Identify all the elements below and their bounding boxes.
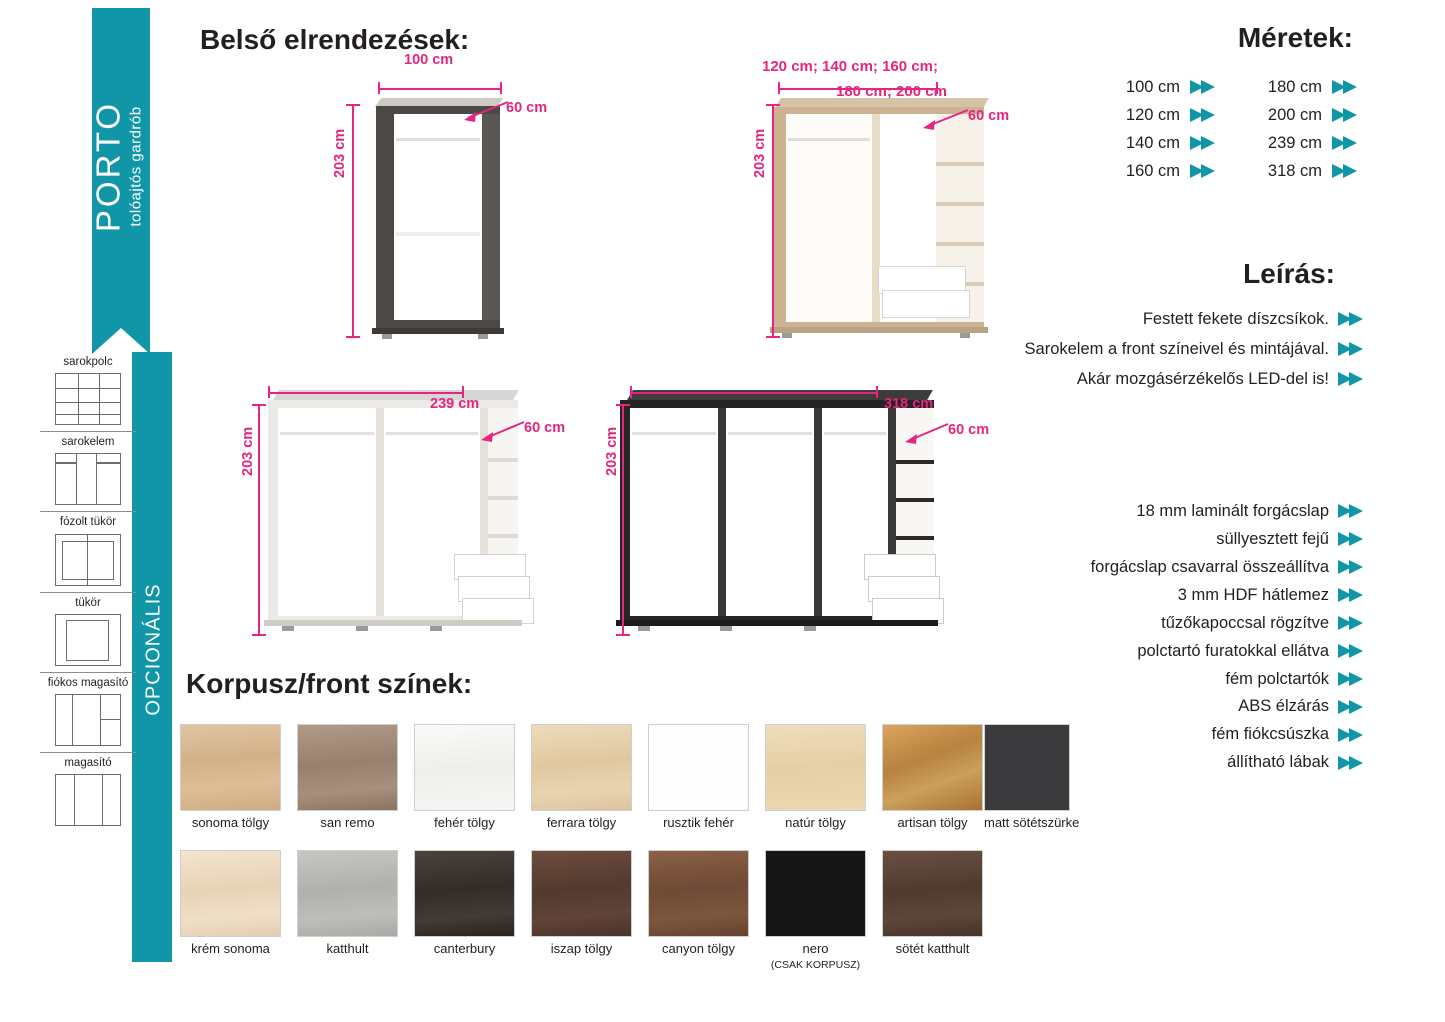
- swatch-label: ferrara tölgy: [546, 815, 617, 830]
- chevron-right-icon: [1338, 560, 1368, 575]
- dim-height-318: 203 cm: [604, 426, 620, 476]
- dim-height-239: 203 cm: [240, 426, 256, 476]
- chevron-right-icon: [1190, 108, 1220, 123]
- color-swatch-artisan-tolgy[interactable]: [882, 724, 983, 831]
- description-bullet: [980, 640, 1368, 664]
- depth-arrow-318: [902, 418, 950, 448]
- color-swatch-krem-sonoma[interactable]: [180, 850, 281, 957]
- size-row[interactable]: [1240, 78, 1362, 97]
- size-row[interactable]: [1240, 134, 1362, 153]
- dim-width-multi-line1: 120 cm; 140 cm; 160 cm;: [762, 58, 938, 75]
- chevron-right-icon: [1338, 504, 1368, 519]
- swatch-label: canterbury: [433, 941, 496, 956]
- optional-item-label: magasító: [64, 757, 112, 770]
- dim-width-100: 100 cm: [404, 52, 454, 68]
- optional-item-magasito[interactable]: [40, 752, 136, 832]
- description-bullets: [980, 500, 1368, 779]
- brand-subtitle: tolóajtós gardrób: [127, 106, 145, 227]
- description-bullet: [980, 751, 1368, 775]
- swatch-label: iszap tölgy: [550, 941, 613, 956]
- chevron-right-icon: [1338, 756, 1368, 771]
- description-item: [980, 308, 1368, 332]
- swatch-chip: [297, 724, 398, 811]
- chevron-right-icon: [1338, 588, 1368, 603]
- swatch-label: katthult: [326, 941, 369, 956]
- swatch-chip: [765, 850, 866, 937]
- description-item: [980, 368, 1368, 392]
- color-swatch-iszap-tolgy[interactable]: [531, 850, 632, 957]
- swatch-label: canyon tölgy: [662, 941, 735, 956]
- optional-item-tukor[interactable]: [40, 592, 136, 672]
- swatch-chip: [882, 850, 983, 937]
- depth-arrow-239: [478, 416, 526, 446]
- color-swatch-canyon-tolgy[interactable]: [648, 850, 749, 957]
- description-bullet: [980, 528, 1368, 552]
- swatch-label: natúr tölgy: [785, 815, 846, 830]
- optional-item-sarokpolc[interactable]: [40, 352, 136, 431]
- color-swatch-natur-tolgy[interactable]: [765, 724, 866, 831]
- topbox-icon: [55, 774, 121, 826]
- corner-shelf-icon: [55, 373, 121, 425]
- swatch-chip: [648, 850, 749, 937]
- description-paragraphs: [980, 308, 1368, 398]
- swatch-label: rusztik fehér: [663, 815, 734, 830]
- bullet-text: forgácslap csavarral összeállítva: [1090, 557, 1329, 576]
- optional-bar-label: OPCIONÁLIS: [142, 583, 165, 716]
- optional-item-sarokelem[interactable]: [40, 431, 136, 511]
- corner-unit-icon: [55, 453, 121, 505]
- description-bullet: [980, 695, 1368, 719]
- chevron-right-icon: [1338, 700, 1368, 715]
- swatch-chip: [882, 724, 983, 811]
- chevron-right-icon: [1338, 372, 1368, 387]
- size-row[interactable]: [1100, 78, 1220, 97]
- color-swatch-katthult[interactable]: [297, 850, 398, 957]
- color-swatch-rusztik-feher[interactable]: [648, 724, 749, 831]
- size-row[interactable]: [1240, 162, 1362, 181]
- bullet-text: 3 mm HDF hátlemez: [1177, 585, 1329, 604]
- swatch-chip: [765, 724, 866, 811]
- optional-item-label: sarokelem: [61, 436, 115, 449]
- chevron-right-icon: [1332, 80, 1362, 95]
- chevron-right-icon: [1338, 672, 1368, 687]
- swatch-label-text: nero: [802, 941, 829, 956]
- description-text: Festett fekete díszcsíkok.: [1142, 310, 1329, 328]
- mirror-icon: [55, 614, 121, 666]
- bullet-text: fém fiókcsúszka: [1211, 725, 1329, 744]
- swatch-label: san remo: [320, 815, 375, 830]
- bullet-text: fém polctartók: [1225, 669, 1329, 688]
- dim-depth-multi: 60 cm: [968, 108, 1010, 124]
- size-label: 318 cm: [1267, 162, 1322, 180]
- swatch-chip: [414, 724, 515, 811]
- optional-item-label: sarokpolc: [63, 356, 113, 368]
- colors-heading: Korpusz/front színek:: [186, 668, 473, 699]
- color-swatch-sotet-katthult[interactable]: [882, 850, 983, 957]
- color-swatch-nero[interactable]: [765, 850, 866, 972]
- wardrobe-figure-100: [338, 92, 558, 342]
- dim-depth-318: 60 cm: [948, 422, 990, 438]
- color-swatch-feher-tolgy[interactable]: [414, 724, 515, 831]
- dim-height-multi: 203 cm: [752, 128, 768, 178]
- dim-width-multi-line2: 180 cm; 200 cm: [836, 83, 947, 100]
- size-label: 180 cm: [1267, 78, 1322, 96]
- swatch-chip: [531, 850, 632, 937]
- sizes-heading: Méretek:: [1237, 22, 1353, 53]
- size-label: 200 cm: [1267, 106, 1322, 124]
- optional-item-fiokos-magasito[interactable]: [40, 672, 136, 752]
- size-label: 239 cm: [1267, 134, 1322, 152]
- chevron-right-icon: [1338, 616, 1368, 631]
- color-swatch-canterbury[interactable]: [414, 850, 515, 957]
- swatch-chip: [648, 724, 749, 811]
- color-swatch-ferrara-tolgy[interactable]: [531, 724, 632, 831]
- dim-height-100: 203 cm: [332, 128, 348, 178]
- dim-depth-100: 60 cm: [506, 100, 548, 116]
- dim-width-239: 239 cm: [430, 396, 480, 412]
- depth-arrow-multi: [920, 104, 970, 134]
- size-row[interactable]: [1100, 134, 1220, 153]
- wardrobe-figure-318: [608, 386, 948, 641]
- swatch-label: krém sonoma: [191, 941, 270, 956]
- description-bullet: [980, 556, 1368, 580]
- chevron-right-icon: [1332, 108, 1362, 123]
- swatch-chip: [180, 724, 281, 811]
- chevron-right-icon: [1332, 136, 1362, 151]
- swatch-chip: [414, 850, 515, 937]
- bullet-text: süllyesztett fejű: [1216, 529, 1329, 548]
- color-swatch-sonoma-tolgy[interactable]: [180, 724, 281, 831]
- description-bullet: [980, 612, 1368, 636]
- size-label: 120 cm: [1125, 106, 1180, 124]
- optional-items-list: [40, 352, 136, 832]
- optional-item-label-line1: fiókos magasító: [47, 676, 129, 689]
- optional-bar: [132, 352, 172, 962]
- swatch-chip: [180, 850, 281, 937]
- description-bullet: [980, 584, 1368, 608]
- swatch-label: matt sötétszürke: [984, 815, 1080, 830]
- wardrobe-figure-multi: [760, 92, 1020, 342]
- description-bullet: [980, 668, 1368, 692]
- bullet-text: 18 mm laminált forgácslap: [1136, 502, 1329, 520]
- color-swatch-san-remo[interactable]: [297, 724, 398, 831]
- dim-depth-239: 60 cm: [524, 420, 566, 436]
- beveled-mirror-icon: [55, 534, 121, 586]
- size-row[interactable]: [1100, 106, 1220, 125]
- chevron-right-icon: [1190, 80, 1220, 95]
- swatch-label: fehér tölgy: [434, 815, 495, 830]
- layouts-heading: Belső elrendezések:: [200, 24, 470, 55]
- description-bullet: [980, 500, 1368, 524]
- bullet-text: ABS élzárás: [1238, 697, 1329, 716]
- description-heading: Leírás:: [1243, 258, 1335, 289]
- swatch-chip: [297, 850, 398, 937]
- bullet-text: polctartó furatokkal ellátva: [1137, 641, 1329, 660]
- chevron-right-icon: [1338, 532, 1368, 547]
- description-text: Akár mozgásérzékelős LED-del is!: [1076, 369, 1329, 388]
- bullet-text: állítható lábak: [1227, 753, 1329, 772]
- chevron-right-icon: [1332, 164, 1362, 179]
- brand-banner: [89, 8, 150, 328]
- chevron-right-icon: [1338, 312, 1368, 327]
- optional-item-label: fózolt tükör: [59, 516, 117, 529]
- chevron-right-icon: [1338, 644, 1368, 659]
- chevron-right-icon: [1338, 728, 1368, 743]
- depth-arrow-100: [462, 96, 510, 126]
- swatch-label-note: (CSAK KORPUSZ): [770, 958, 861, 971]
- brand-banner-text: [89, 17, 145, 317]
- size-row[interactable]: [1240, 106, 1362, 125]
- description-bullet: [980, 723, 1368, 747]
- chevron-right-icon: [1338, 342, 1368, 357]
- swatch-chip: [531, 724, 632, 811]
- swatch-label: [765, 942, 866, 972]
- dim-width-318: 318 cm: [884, 396, 934, 412]
- optional-item-label: tükör: [75, 596, 101, 609]
- size-label: 160 cm: [1125, 162, 1180, 180]
- chevron-right-icon: [1190, 164, 1220, 179]
- chevron-right-icon: [1190, 136, 1220, 151]
- sizes-left-column: [1100, 78, 1220, 190]
- size-row[interactable]: [1100, 162, 1220, 181]
- description-text: Sarokelem a front színeivel és mintájával.: [1024, 339, 1329, 358]
- size-label: 140 cm: [1125, 134, 1180, 152]
- sizes-right-column: [1240, 78, 1362, 190]
- swatch-label: sötét katthult: [895, 941, 970, 956]
- drawer-topbox-icon: [55, 694, 121, 746]
- description-item: [980, 338, 1368, 362]
- optional-item-label: [40, 677, 136, 690]
- bullet-text: tűzőkapoccsal rögzítve: [1161, 613, 1329, 632]
- optional-item-fozolt-tukor[interactable]: [40, 511, 136, 591]
- swatch-label: artisan tölgy: [897, 815, 968, 830]
- swatch-label: sonoma tölgy: [191, 815, 270, 830]
- size-label: 100 cm: [1125, 78, 1180, 96]
- brand-title: PORTO: [89, 100, 127, 233]
